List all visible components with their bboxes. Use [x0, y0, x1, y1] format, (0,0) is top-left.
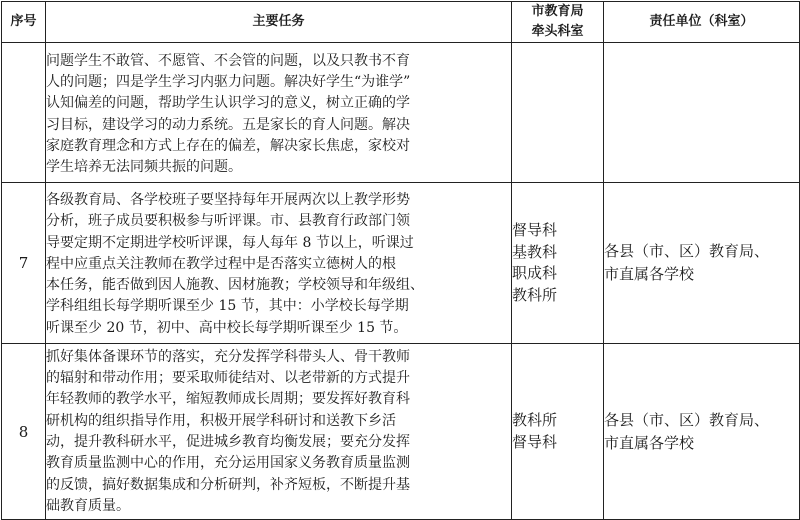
task-line: 学生培养无法同频共振的问题。 — [46, 159, 242, 176]
row-number: 7 — [2, 183, 46, 344]
responsible-unit-line: 各县（市、区）教育局、 — [604, 410, 770, 429]
task-cell — [46, 43, 512, 183]
task-line: 人的问题；四是学生学习内驱力问题。解决好学生“为谁学” — [46, 73, 411, 90]
header-lead-dept — [512, 2, 604, 43]
task-line: 导要定期不定期进学校听评课，每人每年 8 节以上，听课过 — [46, 234, 414, 251]
responsible-unit-line: 各县（市、区）教育局、 — [604, 242, 770, 260]
responsible-unit-cell — [604, 43, 800, 183]
table-header-row — [2, 2, 800, 43]
task-line: 家庭教育理念和方式上存在的偏差，解决家长焦虑，家校对 — [46, 137, 410, 154]
task-line: 抓好集体备课环节的落实，充分发挥学科带头人、骨干教师 — [46, 348, 410, 365]
lead-dept-name: 教科所 — [512, 285, 558, 304]
lead-dept-name: 教科所 — [512, 411, 558, 429]
task-line: 年轻教师的教学水平，缩短教师成长周期；要发挥好教育科 — [46, 391, 410, 408]
task-line: 认知偏差的问题，帮助学生认识学习的意义，树立正确的学 — [46, 95, 410, 112]
task-line: 的反馈，搞好数据集成和分析研判，补齐短板，不断提升基 — [46, 476, 410, 493]
responsible-unit-cell — [604, 344, 800, 520]
lead-dept-cell — [512, 344, 604, 520]
responsible-unit-cell — [604, 183, 800, 344]
row-number — [2, 43, 46, 183]
task-line: 学科组组长每学期听课至少 15 节，其中：小学校长每学期 — [46, 298, 409, 315]
task-line: 各级教育局、各学校班子要坚持每年开展两次以上教学形势 — [46, 191, 410, 208]
task-line: 研机构的组织指导作用，积极开展学科研讨和送教下乡活 — [46, 412, 396, 429]
lead-dept-name: 职成科 — [512, 264, 558, 282]
task-table — [1, 1, 800, 520]
task-line: 习目标，建设学习的动力系统。五是家长的育人问题。解决 — [46, 116, 410, 133]
lead-dept-cell — [512, 183, 604, 344]
table-row — [2, 43, 800, 183]
task-line: 教育质量监测中心的作用，充分运用国家义务教育质量监测 — [46, 455, 410, 472]
responsible-unit-line: 市直属各学校 — [604, 265, 695, 283]
task-cell — [46, 183, 512, 344]
task-line: 动，提升教科研水平，促进城乡教育均衡发展；要充分发挥 — [46, 434, 410, 450]
header-lead-line1: 市教育局 — [531, 4, 584, 19]
header-lead-line2: 牵头科室 — [531, 24, 584, 39]
header-task: 主要任务 — [46, 2, 512, 43]
lead-dept-name: 基教科 — [512, 242, 558, 261]
responsible-unit-line: 市直属各学校 — [604, 433, 695, 452]
task-line: 听课至少 20 节，初中、高中校长每学期听课至少 15 节。 — [46, 319, 408, 336]
task-line: 问题学生不敢管、不愿管、不会管的问题，以及只教书不育 — [46, 52, 410, 69]
table-row — [2, 183, 800, 344]
lead-dept-cell — [512, 43, 604, 183]
lead-dept-name: 督导科 — [512, 432, 558, 451]
task-line: 础教育质量。 — [46, 497, 130, 514]
table-row — [2, 344, 800, 520]
header-responsible-unit: 责任单位（科室） — [604, 2, 800, 43]
task-cell — [46, 344, 512, 520]
task-line: 本任务，能否做到因人施教、因材施教；学校领导和年级组、 — [46, 277, 424, 294]
header-no: 序号 — [2, 2, 46, 43]
task-line: 程中应重点关注教师在教学过程中是否落实立德树人的根 — [46, 255, 396, 272]
row-number: 8 — [2, 344, 46, 520]
lead-dept-name: 督导科 — [512, 221, 558, 239]
task-line: 分析，班子成员要积极参与听评课。市、县教育行政部门领 — [46, 213, 410, 230]
task-line: 的辐射和带动作用；要采取师徒结对、以老带新的方式提升 — [46, 370, 410, 387]
